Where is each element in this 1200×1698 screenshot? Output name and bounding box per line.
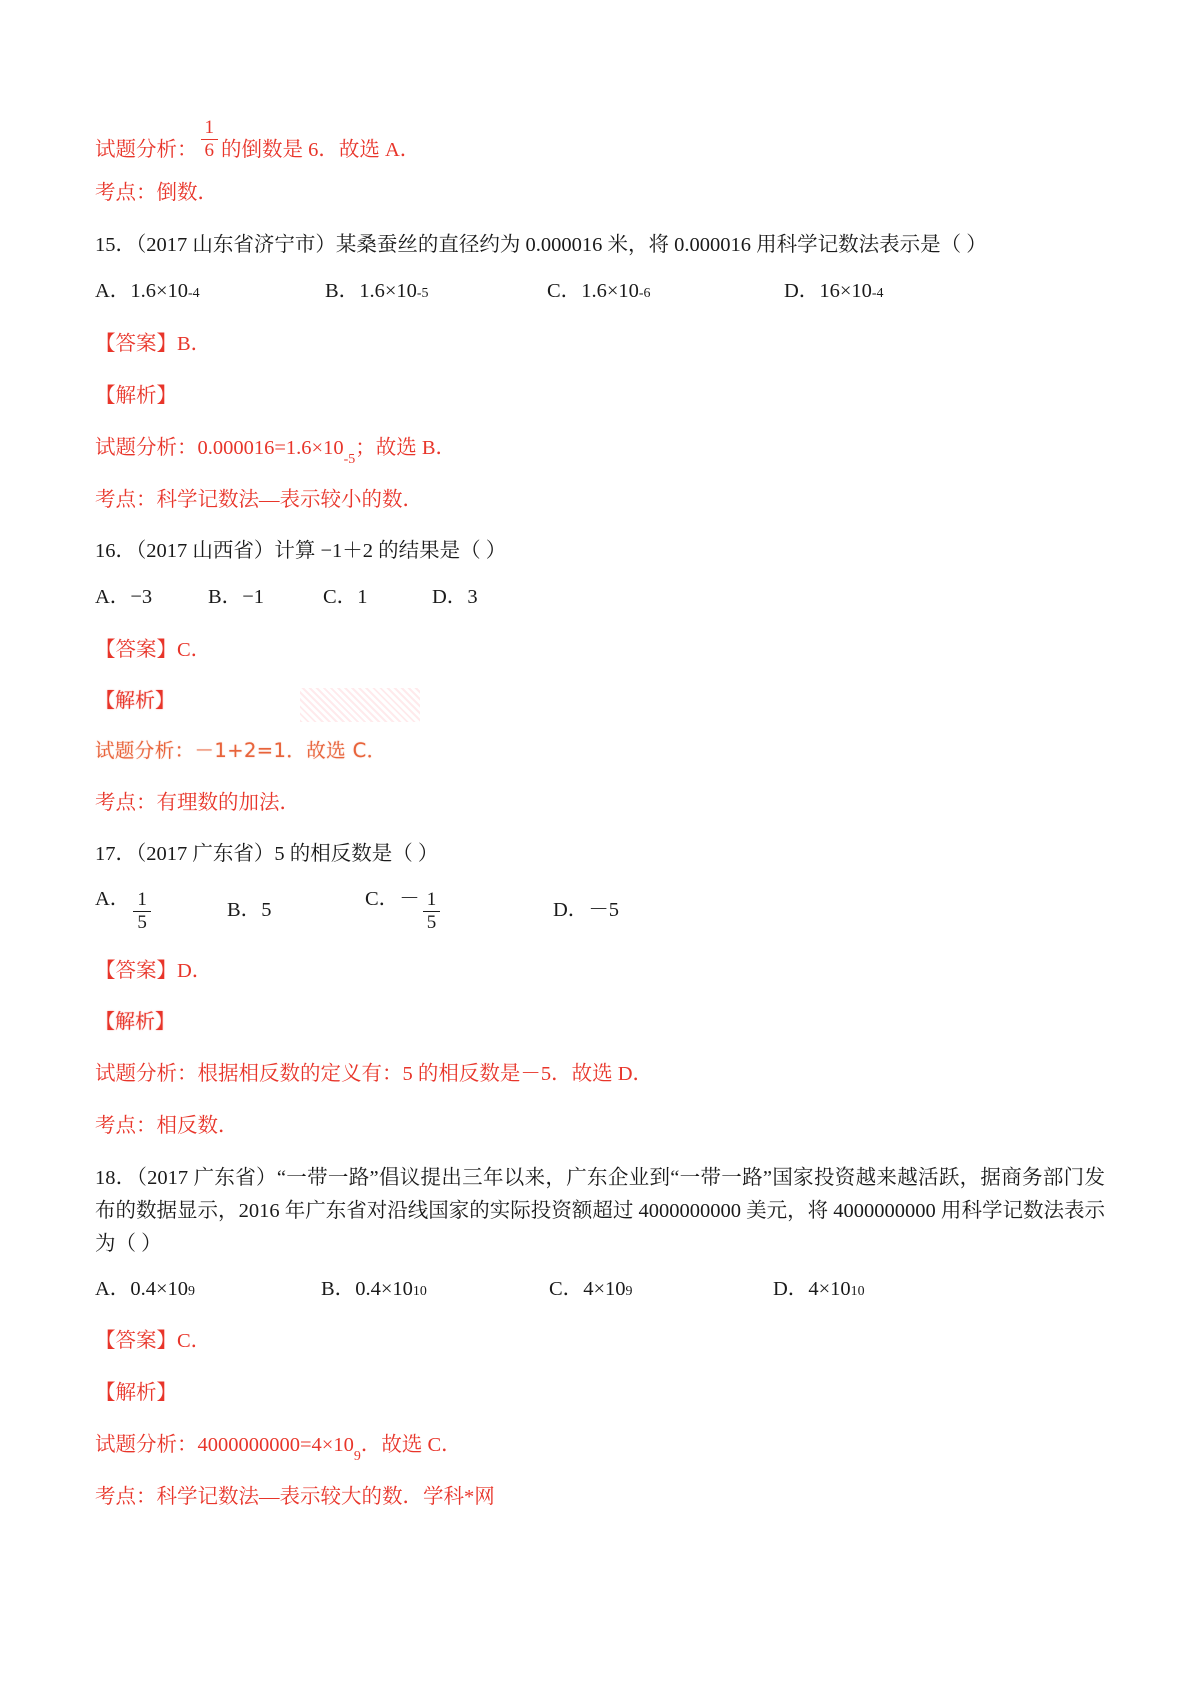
question-text: 18．（2017 广东省）“一带一路”倡议提出三年以来，广东企业到“一带一路”国家投资越来越活跃，据商务部门发布的数据显示，2016 年广东省对沿线国家的实际投资额超过 4000000000 美元，将 4000000000 用科学记数法表示为（ ） [95, 1166, 1105, 1255]
analysis-prefix: 试题分析： [95, 139, 198, 162]
option-d-label: D． [432, 585, 468, 608]
option-d-base: 4×10 [808, 1278, 851, 1301]
option-a-label: A． [95, 280, 131, 303]
option-b[interactable] [208, 579, 323, 609]
option-b-base: 0.4×10 [355, 1278, 413, 1301]
option-b-base: 5 [261, 898, 272, 921]
option-b-base: −1 [242, 585, 264, 608]
option-d-base: 16×10 [819, 280, 872, 303]
answer-value: C． [177, 1330, 212, 1353]
option-c-base: 1 [357, 585, 368, 608]
fraction-numerator: 1 [204, 117, 214, 138]
question-18 [95, 1162, 1110, 1510]
option-b[interactable] [227, 892, 365, 922]
point-line [95, 183, 1110, 204]
explain-label: 【解析】 [95, 1382, 177, 1405]
point-label: 考点： [95, 791, 157, 814]
option-c-label: C． [365, 887, 400, 910]
analysis-pre: 试题分析：4000000000=4×10 [95, 1434, 354, 1457]
block-14-analysis [95, 118, 1110, 203]
option-c[interactable] [323, 579, 432, 609]
option-c-label: C． [323, 585, 358, 608]
option-c[interactable]: C． 4×10 9 [549, 1271, 773, 1301]
point-text: 相反数． [156, 1114, 239, 1137]
explain-label: 【解析】 [95, 385, 177, 408]
explain-label-line [95, 378, 1110, 408]
option-a-label: A． [95, 585, 131, 608]
answer-line [95, 326, 1110, 356]
option-a[interactable] [95, 579, 208, 609]
option-a-base: −3 [130, 585, 153, 608]
option-row [95, 1271, 1110, 1301]
option-d-label: D． [553, 898, 589, 921]
analysis-body-pre: 0.000016=1.6×10 [197, 437, 344, 460]
analysis-line [95, 735, 1110, 763]
point-text: 科学记数法—表示较大的数．学科*网 [156, 1486, 495, 1509]
option-d-base: 3 [467, 585, 478, 608]
option-d-label: D． [784, 280, 820, 303]
analysis-line: 试题分析：4000000000=4×10 9 ．故选 C． [95, 1427, 1110, 1457]
point-label: 考点： [95, 1486, 157, 1509]
answer-value: C． [177, 638, 212, 661]
option-d[interactable]: D． 16×10 -4 [784, 273, 884, 303]
option-d[interactable] [553, 892, 619, 922]
fraction-one-fifth [133, 890, 151, 933]
point-line [95, 785, 1110, 815]
fraction-numerator: 1 [137, 888, 147, 910]
option-d[interactable] [432, 579, 478, 609]
option-b-label: B． [325, 280, 360, 303]
answer-label: 【答案】 [95, 1330, 177, 1353]
analysis-prefix: 试题分析： [95, 437, 198, 460]
option-a-label: A． [95, 887, 131, 910]
question-15 [95, 230, 1110, 512]
option-c-base: 4×10 [583, 1278, 626, 1301]
point-text: 倒数． [156, 181, 218, 204]
option-b[interactable]: B． 1.6×10 -5 [325, 273, 547, 303]
answer-line [95, 1323, 1110, 1353]
point-line [95, 1108, 1110, 1138]
option-row [95, 881, 1110, 933]
option-b-label: B． [227, 898, 262, 921]
fraction-one-fifth [423, 890, 441, 933]
explain-label-line [95, 1005, 1110, 1034]
fraction-one-sixth [201, 118, 219, 161]
explain-label-line [95, 684, 1110, 713]
fraction-numerator: 1 [426, 888, 437, 910]
option-a[interactable] [95, 881, 227, 933]
point-text: 科学记数法—表示较小的数． [156, 489, 423, 512]
option-b-label: B． [321, 1278, 356, 1301]
explain-label-line [95, 1375, 1110, 1405]
point-label: 考点： [95, 1114, 157, 1137]
analysis-line [95, 1056, 1110, 1086]
option-row [95, 273, 1110, 303]
analysis-rest: 的倒数是 6．故选 A． [221, 139, 421, 162]
option-c-sign: － [399, 887, 420, 910]
option-d-base: －5 [588, 898, 620, 921]
option-row [95, 579, 1110, 609]
answer-line [95, 632, 1110, 662]
explain-label: 【解析】 [95, 1008, 175, 1033]
answer-label: 【答案】 [95, 333, 177, 356]
analysis-post: ．故选 C． [360, 1434, 462, 1457]
option-a-base: 0.4×10 [130, 1278, 188, 1301]
question-text: 17．（2017 广东省）5 的相反数是（ ） [95, 842, 439, 865]
option-c-label: C． [547, 280, 582, 303]
document-content [95, 118, 1110, 1536]
fraction-denominator: 6 [201, 139, 219, 161]
analysis-text: 试题分析：根据相反数的定义有：5 的相反数是－5．故选 D． [95, 1062, 654, 1085]
option-b-base: 1.6×10 [359, 280, 417, 303]
fraction-denominator: 5 [423, 911, 441, 933]
answer-label: 【答案】 [95, 638, 177, 661]
option-a[interactable]: A． 0.4×10 9 [95, 1271, 321, 1301]
fraction-denominator: 5 [133, 911, 151, 933]
analysis-line: 试题分析： 0.000016=1.6×10 -5 ；故选 B． [95, 430, 1110, 460]
point-text: 有理数的加法． [156, 791, 300, 814]
point-label: 考点： [95, 489, 157, 512]
point-label: 考点： [95, 181, 157, 204]
option-b-label: B． [208, 585, 243, 608]
analysis-body-post: ；故选 B． [355, 437, 457, 460]
question-17 [95, 839, 1110, 1138]
option-d-label: D． [773, 1278, 809, 1301]
option-c-base: 1.6×10 [581, 280, 639, 303]
answer-line [95, 953, 1110, 983]
explain-label: 【解析】 [95, 687, 175, 712]
option-d[interactable]: D． 4×10 10 [773, 1271, 865, 1301]
question-16 [95, 536, 1110, 815]
question-text: 15．（2017 山东省济宁市）某桑蚕丝的直径约为 0.000016 米，将 0.000016 用科学记数法表示是（ ） [95, 234, 987, 257]
analysis-line [95, 118, 1110, 161]
option-c[interactable]: C． 1.6×10 -6 [547, 273, 784, 303]
option-a[interactable]: A． 1.6×10 -4 [95, 273, 325, 303]
option-c-label: C． [549, 1278, 584, 1301]
point-line [95, 1479, 1110, 1509]
option-b[interactable]: B． 0.4×10 10 [321, 1271, 549, 1301]
question-text: 16．（2017 山西省）计算 −1＋2 的结果是（ ） [95, 540, 507, 563]
option-a-base: 1.6×10 [130, 280, 188, 303]
point-line [95, 482, 1110, 512]
answer-label: 【答案】 [95, 959, 177, 982]
answer-value: B． [177, 333, 212, 356]
option-a-label: A． [95, 1278, 131, 1301]
option-c[interactable] [365, 881, 553, 933]
answer-value: D． [177, 959, 213, 982]
analysis-text: 试题分析：－1+2=1．故选 C． [95, 738, 387, 762]
